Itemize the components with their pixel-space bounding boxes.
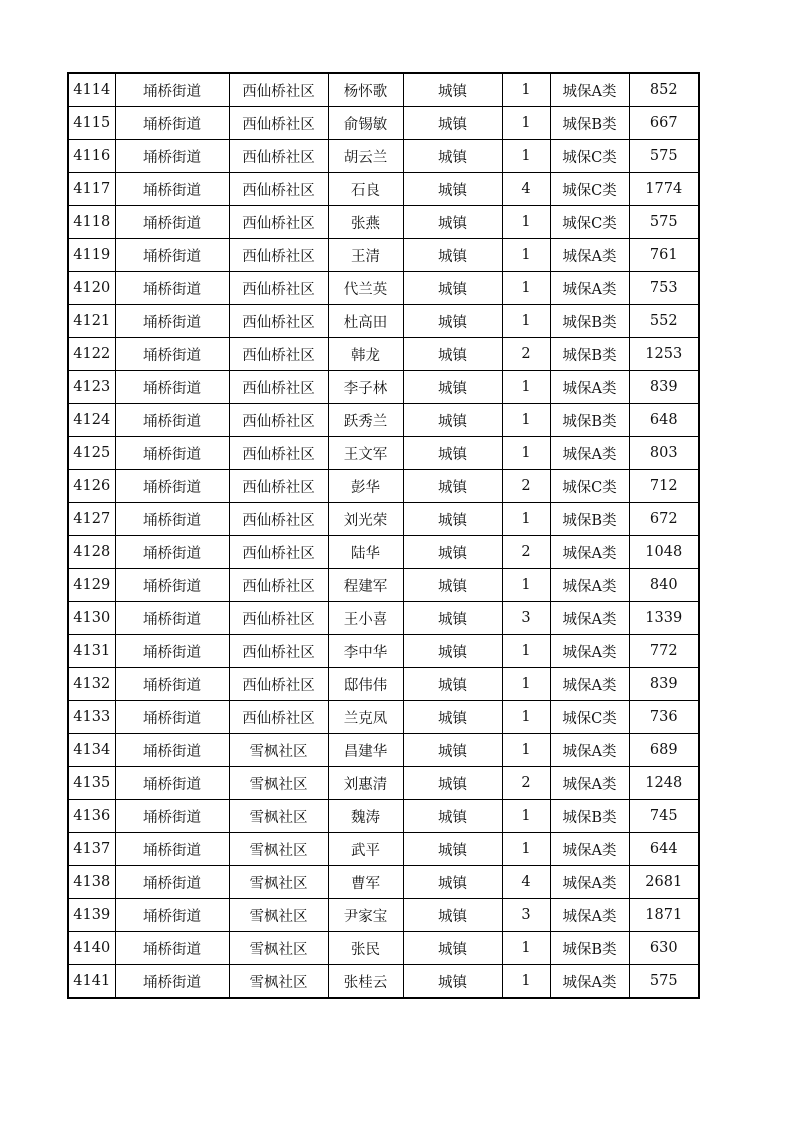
amount-cell: 772 [629, 635, 699, 668]
household-count-cell: 1 [502, 800, 550, 833]
row-id-cell: 4137 [68, 833, 115, 866]
community-cell: 雪枫社区 [229, 800, 328, 833]
table-row [68, 932, 699, 965]
person-name-cell: 程建军 [328, 569, 403, 602]
area-type-cell: 城镇 [403, 338, 502, 371]
area-type-cell: 城镇 [403, 866, 502, 899]
area-type-cell: 城镇 [403, 371, 502, 404]
street-cell: 埇桥街道 [115, 701, 229, 734]
amount-cell: 803 [629, 437, 699, 470]
row-id-cell: 4118 [68, 206, 115, 239]
person-name-cell: 王文军 [328, 437, 403, 470]
area-type-cell: 城镇 [403, 635, 502, 668]
table-row [68, 668, 699, 701]
area-type-cell: 城镇 [403, 701, 502, 734]
area-type-cell: 城镇 [403, 800, 502, 833]
row-id-cell: 4121 [68, 305, 115, 338]
table-row [68, 833, 699, 866]
area-type-cell: 城镇 [403, 767, 502, 800]
person-name-cell: 俞锡敏 [328, 107, 403, 140]
table-row [68, 272, 699, 305]
amount-cell: 1774 [629, 173, 699, 206]
table-row [68, 338, 699, 371]
row-id-cell: 4128 [68, 536, 115, 569]
row-id-cell: 4132 [68, 668, 115, 701]
category-cell: 城保B类 [550, 404, 629, 437]
household-count-cell: 1 [502, 404, 550, 437]
amount-cell: 552 [629, 305, 699, 338]
area-type-cell: 城镇 [403, 833, 502, 866]
row-id-cell: 4125 [68, 437, 115, 470]
person-name-cell: 李中华 [328, 635, 403, 668]
amount-cell: 753 [629, 272, 699, 305]
street-cell: 埇桥街道 [115, 899, 229, 932]
category-cell: 城保A类 [550, 239, 629, 272]
category-cell: 城保A类 [550, 734, 629, 767]
household-count-cell: 1 [502, 371, 550, 404]
category-cell: 城保C类 [550, 173, 629, 206]
person-name-cell: 尹家宝 [328, 899, 403, 932]
community-cell: 雪枫社区 [229, 734, 328, 767]
community-cell: 西仙桥社区 [229, 338, 328, 371]
table-row [68, 635, 699, 668]
amount-cell: 839 [629, 668, 699, 701]
community-cell: 西仙桥社区 [229, 437, 328, 470]
amount-cell: 761 [629, 239, 699, 272]
community-cell: 西仙桥社区 [229, 107, 328, 140]
amount-cell: 2681 [629, 866, 699, 899]
row-id-cell: 4114 [68, 73, 115, 107]
category-cell: 城保A类 [550, 536, 629, 569]
community-cell: 西仙桥社区 [229, 404, 328, 437]
amount-cell: 630 [629, 932, 699, 965]
row-id-cell: 4117 [68, 173, 115, 206]
person-name-cell: 王清 [328, 239, 403, 272]
table-row [68, 569, 699, 602]
category-cell: 城保A类 [550, 437, 629, 470]
household-count-cell: 1 [502, 734, 550, 767]
area-type-cell: 城镇 [403, 173, 502, 206]
street-cell: 埇桥街道 [115, 173, 229, 206]
household-count-cell: 1 [502, 140, 550, 173]
area-type-cell: 城镇 [403, 404, 502, 437]
table-row [68, 965, 699, 999]
community-cell: 西仙桥社区 [229, 602, 328, 635]
row-id-cell: 4126 [68, 470, 115, 503]
table-row [68, 503, 699, 536]
row-id-cell: 4130 [68, 602, 115, 635]
household-count-cell: 1 [502, 239, 550, 272]
row-id-cell: 4136 [68, 800, 115, 833]
amount-cell: 667 [629, 107, 699, 140]
household-count-cell: 1 [502, 635, 550, 668]
table-row [68, 371, 699, 404]
row-id-cell: 4139 [68, 899, 115, 932]
table-row [68, 206, 699, 239]
community-cell: 雪枫社区 [229, 833, 328, 866]
person-name-cell: 代兰英 [328, 272, 403, 305]
category-cell: 城保A类 [550, 833, 629, 866]
street-cell: 埇桥街道 [115, 932, 229, 965]
table-row [68, 239, 699, 272]
amount-cell: 736 [629, 701, 699, 734]
household-count-cell: 1 [502, 73, 550, 107]
street-cell: 埇桥街道 [115, 965, 229, 999]
category-cell: 城保B类 [550, 338, 629, 371]
category-cell: 城保A类 [550, 668, 629, 701]
row-id-cell: 4120 [68, 272, 115, 305]
street-cell: 埇桥街道 [115, 73, 229, 107]
area-type-cell: 城镇 [403, 536, 502, 569]
amount-cell: 672 [629, 503, 699, 536]
category-cell: 城保B类 [550, 305, 629, 338]
table-row [68, 73, 699, 107]
category-cell: 城保A类 [550, 767, 629, 800]
community-cell: 西仙桥社区 [229, 701, 328, 734]
person-name-cell: 张民 [328, 932, 403, 965]
area-type-cell: 城镇 [403, 932, 502, 965]
category-cell: 城保A类 [550, 866, 629, 899]
street-cell: 埇桥街道 [115, 668, 229, 701]
household-count-cell: 1 [502, 107, 550, 140]
household-count-cell: 2 [502, 470, 550, 503]
household-count-cell: 2 [502, 536, 550, 569]
household-count-cell: 1 [502, 503, 550, 536]
street-cell: 埇桥街道 [115, 140, 229, 173]
category-cell: 城保A类 [550, 272, 629, 305]
community-cell: 西仙桥社区 [229, 305, 328, 338]
street-cell: 埇桥街道 [115, 404, 229, 437]
community-cell: 西仙桥社区 [229, 470, 328, 503]
person-name-cell: 石良 [328, 173, 403, 206]
category-cell: 城保C类 [550, 140, 629, 173]
amount-cell: 1339 [629, 602, 699, 635]
amount-cell: 839 [629, 371, 699, 404]
household-count-cell: 4 [502, 173, 550, 206]
area-type-cell: 城镇 [403, 899, 502, 932]
community-cell: 雪枫社区 [229, 866, 328, 899]
table-row [68, 800, 699, 833]
street-cell: 埇桥街道 [115, 833, 229, 866]
community-cell: 西仙桥社区 [229, 239, 328, 272]
row-id-cell: 4133 [68, 701, 115, 734]
amount-cell: 852 [629, 73, 699, 107]
person-name-cell: 王小喜 [328, 602, 403, 635]
table-row [68, 866, 699, 899]
area-type-cell: 城镇 [403, 437, 502, 470]
table-row [68, 602, 699, 635]
amount-cell: 644 [629, 833, 699, 866]
amount-cell: 840 [629, 569, 699, 602]
category-cell: 城保A类 [550, 602, 629, 635]
person-name-cell: 刘光荣 [328, 503, 403, 536]
street-cell: 埇桥街道 [115, 536, 229, 569]
person-name-cell: 陆华 [328, 536, 403, 569]
street-cell: 埇桥街道 [115, 866, 229, 899]
street-cell: 埇桥街道 [115, 635, 229, 668]
area-type-cell: 城镇 [403, 107, 502, 140]
row-id-cell: 4140 [68, 932, 115, 965]
category-cell: 城保A类 [550, 635, 629, 668]
row-id-cell: 4119 [68, 239, 115, 272]
street-cell: 埇桥街道 [115, 503, 229, 536]
amount-cell: 575 [629, 965, 699, 999]
community-cell: 西仙桥社区 [229, 173, 328, 206]
person-name-cell: 曹军 [328, 866, 403, 899]
community-cell: 西仙桥社区 [229, 569, 328, 602]
category-cell: 城保A类 [550, 569, 629, 602]
area-type-cell: 城镇 [403, 602, 502, 635]
area-type-cell: 城镇 [403, 206, 502, 239]
category-cell: 城保B类 [550, 107, 629, 140]
community-cell: 西仙桥社区 [229, 503, 328, 536]
person-name-cell: 杜高田 [328, 305, 403, 338]
row-id-cell: 4124 [68, 404, 115, 437]
household-count-cell: 1 [502, 833, 550, 866]
table-row [68, 767, 699, 800]
amount-cell: 1248 [629, 767, 699, 800]
person-name-cell: 李子林 [328, 371, 403, 404]
community-cell: 西仙桥社区 [229, 668, 328, 701]
table-row [68, 404, 699, 437]
household-count-cell: 1 [502, 272, 550, 305]
category-cell: 城保B类 [550, 503, 629, 536]
household-count-cell: 1 [502, 965, 550, 999]
street-cell: 埇桥街道 [115, 800, 229, 833]
community-cell: 西仙桥社区 [229, 272, 328, 305]
category-cell: 城保C类 [550, 470, 629, 503]
community-cell: 雪枫社区 [229, 965, 328, 999]
row-id-cell: 4135 [68, 767, 115, 800]
row-id-cell: 4134 [68, 734, 115, 767]
household-count-cell: 2 [502, 338, 550, 371]
amount-cell: 712 [629, 470, 699, 503]
street-cell: 埇桥街道 [115, 569, 229, 602]
community-cell: 西仙桥社区 [229, 73, 328, 107]
street-cell: 埇桥街道 [115, 734, 229, 767]
household-count-cell: 3 [502, 602, 550, 635]
row-id-cell: 4141 [68, 965, 115, 999]
amount-cell: 1871 [629, 899, 699, 932]
category-cell: 城保A类 [550, 965, 629, 999]
person-name-cell: 昌建华 [328, 734, 403, 767]
roster-body [68, 73, 699, 998]
street-cell: 埇桥街道 [115, 437, 229, 470]
area-type-cell: 城镇 [403, 470, 502, 503]
area-type-cell: 城镇 [403, 73, 502, 107]
amount-cell: 648 [629, 404, 699, 437]
area-type-cell: 城镇 [403, 305, 502, 338]
amount-cell: 575 [629, 206, 699, 239]
table-row [68, 173, 699, 206]
street-cell: 埇桥街道 [115, 767, 229, 800]
street-cell: 埇桥街道 [115, 602, 229, 635]
table-row [68, 305, 699, 338]
area-type-cell: 城镇 [403, 503, 502, 536]
street-cell: 埇桥街道 [115, 470, 229, 503]
area-type-cell: 城镇 [403, 569, 502, 602]
table-row [68, 437, 699, 470]
person-name-cell: 武平 [328, 833, 403, 866]
amount-cell: 1048 [629, 536, 699, 569]
street-cell: 埇桥街道 [115, 206, 229, 239]
table-row [68, 536, 699, 569]
street-cell: 埇桥街道 [115, 272, 229, 305]
row-id-cell: 4116 [68, 140, 115, 173]
household-count-cell: 2 [502, 767, 550, 800]
person-name-cell: 刘惠清 [328, 767, 403, 800]
person-name-cell: 魏涛 [328, 800, 403, 833]
household-count-cell: 3 [502, 899, 550, 932]
community-cell: 雪枫社区 [229, 932, 328, 965]
person-name-cell: 张燕 [328, 206, 403, 239]
category-cell: 城保B类 [550, 800, 629, 833]
household-count-cell: 1 [502, 668, 550, 701]
community-cell: 雪枫社区 [229, 767, 328, 800]
category-cell: 城保B类 [550, 932, 629, 965]
category-cell: 城保A类 [550, 371, 629, 404]
table-row [68, 470, 699, 503]
community-cell: 西仙桥社区 [229, 635, 328, 668]
person-name-cell: 韩龙 [328, 338, 403, 371]
category-cell: 城保C类 [550, 701, 629, 734]
household-count-cell: 1 [502, 569, 550, 602]
area-type-cell: 城镇 [403, 239, 502, 272]
person-name-cell: 杨怀歌 [328, 73, 403, 107]
category-cell: 城保A类 [550, 73, 629, 107]
amount-cell: 689 [629, 734, 699, 767]
area-type-cell: 城镇 [403, 734, 502, 767]
street-cell: 埇桥街道 [115, 305, 229, 338]
area-type-cell: 城镇 [403, 140, 502, 173]
area-type-cell: 城镇 [403, 668, 502, 701]
table-row [68, 107, 699, 140]
area-type-cell: 城镇 [403, 272, 502, 305]
community-cell: 西仙桥社区 [229, 371, 328, 404]
table-row [68, 140, 699, 173]
street-cell: 埇桥街道 [115, 371, 229, 404]
household-count-cell: 1 [502, 437, 550, 470]
household-count-cell: 1 [502, 305, 550, 338]
person-name-cell: 张桂云 [328, 965, 403, 999]
row-id-cell: 4127 [68, 503, 115, 536]
household-count-cell: 1 [502, 206, 550, 239]
category-cell: 城保A类 [550, 899, 629, 932]
amount-cell: 745 [629, 800, 699, 833]
person-name-cell: 邸伟伟 [328, 668, 403, 701]
area-type-cell: 城镇 [403, 965, 502, 999]
row-id-cell: 4129 [68, 569, 115, 602]
row-id-cell: 4123 [68, 371, 115, 404]
community-cell: 西仙桥社区 [229, 206, 328, 239]
table-row [68, 899, 699, 932]
person-name-cell: 跃秀兰 [328, 404, 403, 437]
street-cell: 埇桥街道 [115, 338, 229, 371]
table-row [68, 701, 699, 734]
amount-cell: 575 [629, 140, 699, 173]
row-id-cell: 4122 [68, 338, 115, 371]
community-cell: 西仙桥社区 [229, 536, 328, 569]
row-id-cell: 4115 [68, 107, 115, 140]
household-count-cell: 1 [502, 932, 550, 965]
household-count-cell: 1 [502, 701, 550, 734]
row-id-cell: 4131 [68, 635, 115, 668]
amount-cell: 1253 [629, 338, 699, 371]
subsidy-roster-table [67, 72, 700, 999]
person-name-cell: 胡云兰 [328, 140, 403, 173]
street-cell: 埇桥街道 [115, 239, 229, 272]
person-name-cell: 彭华 [328, 470, 403, 503]
row-id-cell: 4138 [68, 866, 115, 899]
household-count-cell: 4 [502, 866, 550, 899]
table-row [68, 734, 699, 767]
community-cell: 雪枫社区 [229, 899, 328, 932]
person-name-cell: 兰克凤 [328, 701, 403, 734]
street-cell: 埇桥街道 [115, 107, 229, 140]
community-cell: 西仙桥社区 [229, 140, 328, 173]
category-cell: 城保C类 [550, 206, 629, 239]
